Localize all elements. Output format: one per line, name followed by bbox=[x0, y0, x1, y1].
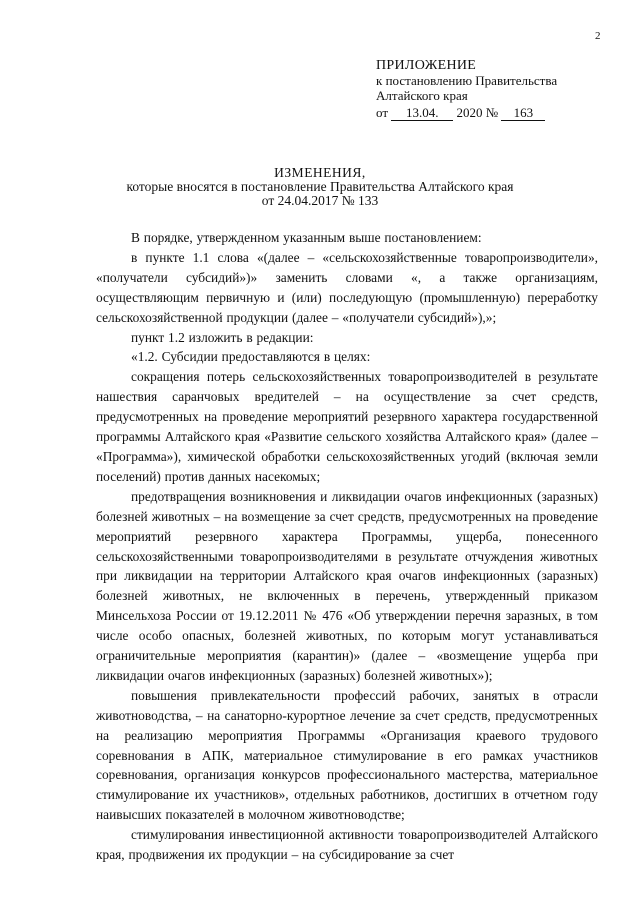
heading-line-2: которые вносятся в постановление Правительства Алтайского края bbox=[126, 179, 514, 194]
decree-date: 13.04. bbox=[391, 106, 453, 121]
paragraph: пункт 1.2 изложить в редакции: bbox=[131, 329, 314, 345]
appendix-date-row bbox=[376, 105, 557, 121]
heading-line-3: от 24.04.2017 № 133 bbox=[261, 193, 379, 208]
decree-year: 2020 bbox=[456, 105, 483, 120]
appendix-block bbox=[376, 58, 557, 121]
appendix-title: ПРИЛОЖЕНИЕ bbox=[376, 58, 477, 73]
document-heading bbox=[90, 166, 550, 208]
number-sign: № bbox=[485, 105, 499, 120]
decree-number: 163 bbox=[501, 106, 545, 121]
page-number: 2 bbox=[595, 30, 601, 42]
paragraph: предотвращения возникновения и ликвидации очагов инфекционных (заразных) болезней животных – на возмещение за счет средств, предусмотренных на проведение мероприятий резервного характера Программы, ущерба, понесенного сельскохозяйственными товаропроизводителями в результате отчуждения животных при ликвидации на территории Алтайского края очагов инфекционных (заразных) болезней животных, не включенных в перечень, утвержденный приказом Минсельхоза России от 19.12.2011 № 476 «Об утверждении перечня заразных, в том числе особо опасных, болезней животных, по которым могут устанавливаться ограничительные мероприятия (карантин)» (далее – «возмещение ущерба при ликвидации очагов инфекционных (заразных) болезней животных»); bbox=[96, 488, 598, 683]
paragraph: стимулирования инвестиционной активности товаропроизводителей Алтайского края, продвижения их продукции – на субсидирование за счет bbox=[96, 827, 598, 863]
paragraph: В порядке, утвержденном указанным выше постановлением: bbox=[131, 230, 482, 245]
paragraph: «1.2. Субсидии предоставляются в целях: bbox=[131, 349, 371, 365]
document-body bbox=[96, 228, 598, 865]
heading-title: ИЗМЕНЕНИЯ, bbox=[274, 165, 366, 180]
paragraph: повышения привлекательности профессий рабочих, занятых в отрасли животноводства, – на санаторно-курортное лечение за счет средств, предусмотренных на реализацию мероприятия Программы «Организация краевого трудового соревнования в АПК, материальное стимулирование в его рамках участников соревнования, организация конкурсов профессионального мастерства, материальное стимулирование их участников», отдельных работников, достигших в отчетном году наивысших показателей в молочном животноводстве; bbox=[96, 687, 598, 823]
paragraph: сокращения потерь сельскохозяйственных товаропроизводителей в результате нашествия саранчовых вредителей – на осуществление за счет средств, предусмотренных на проведение мероприятий резервного характера государственной программы Алтайского края «Развитие сельского хозяйства Алтайского края» (далее – «Программа»), химической обработки сельскохозяйственных угодий (включая земли поселений) против данных насекомых; bbox=[96, 369, 598, 484]
appendix-line-1: к постановлению Правительства bbox=[376, 73, 558, 88]
paragraph: в пункте 1.1 слова «(далее – «сельскохозяйственные товаропроизводители», «получатели субсидий»)» заменить словами «, а также организациям, осуществляющим первичную и (или) последующую (промышленную) переработку сельскохозяйственной продукции (далее – «получатели субсидий»),»; bbox=[96, 249, 598, 325]
from-label: от bbox=[376, 105, 389, 120]
appendix-line-2: Алтайского края bbox=[376, 88, 468, 103]
